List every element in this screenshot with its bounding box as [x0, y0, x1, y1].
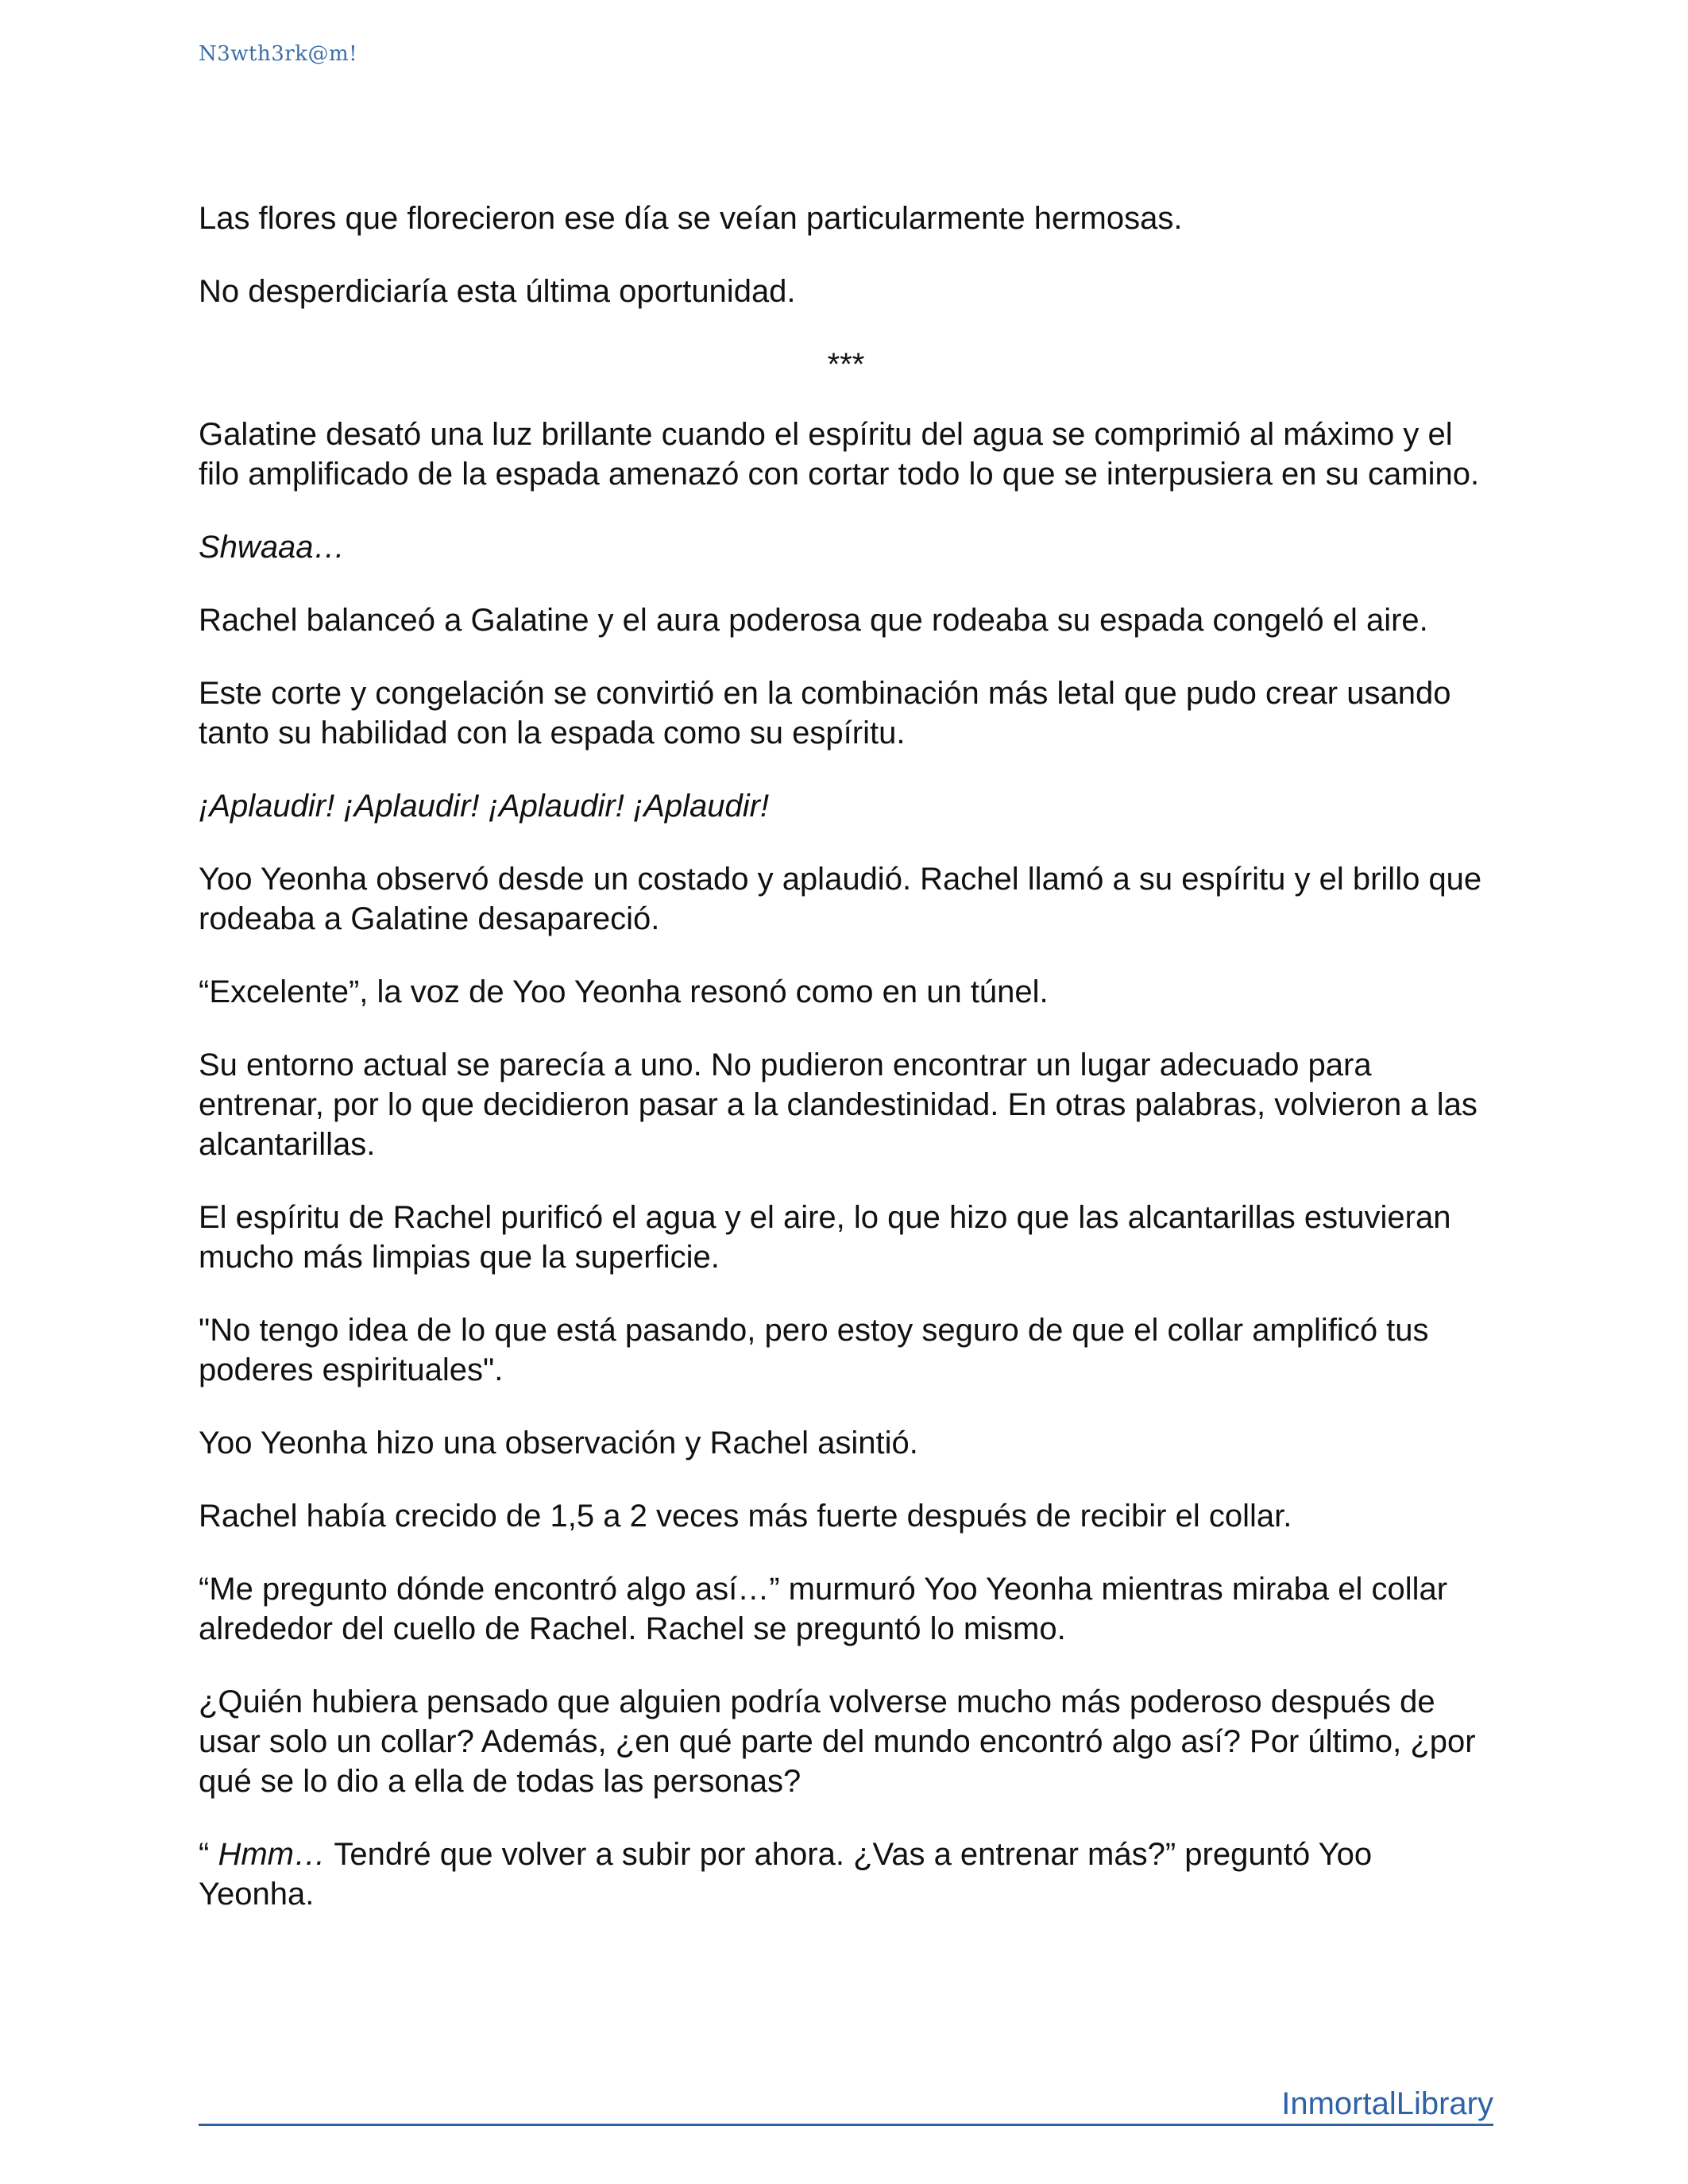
footer-bar: [199, 2084, 1493, 2126]
sound-effect-paragraph: Shwaaa…: [199, 530, 346, 565]
paragraph: Este corte y congelación se convirtió en la combinación más letal que pudo crear usando tanto su habilidad con la espada como su espíritu.: [199, 676, 1451, 751]
paragraph: El espíritu de Rachel purificó el agua y el aire, lo que hizo que las alcantarillas estuvieran mucho más limpias que la superficie.: [199, 1200, 1451, 1275]
italic-interjection: Hmm…: [218, 1837, 326, 1872]
header-watermark: N3wth3rk@m!: [199, 42, 358, 66]
document-body: [199, 199, 1493, 1947]
paragraph: Yoo Yeonha hizo una observación y Rachel asintió.: [199, 1426, 918, 1461]
paragraph: Rachel balanceó a Galatine y el aura poderosa que rodeaba su espada congeló el aire.: [199, 603, 1428, 638]
paragraph: Las flores que florecieron ese día se veían particularmente hermosas.: [199, 201, 1183, 236]
paragraph-text: Tendré que volver a subir por ahora. ¿Vas a entrenar más?” preguntó Yoo Yeonha.: [199, 1837, 1373, 1912]
paragraph: “Excelente”, la voz de Yoo Yeonha resonó como en un túnel.: [199, 974, 1049, 1009]
paragraph: Galatine desató una luz brillante cuando el espíritu del agua se comprimió al máximo y el filo amplificado de la espada amenazó con cortar todo lo que se interpusiera en su camino.: [199, 417, 1480, 492]
paragraph: No desperdiciaría esta última oportunidad.: [199, 274, 796, 309]
section-separator: ***: [827, 347, 865, 382]
paragraph: Rachel había crecido de 1,5 a 2 veces más fuerte después de recibir el collar.: [199, 1499, 1292, 1534]
footer-brand-link[interactable]: InmortalLibrary: [1281, 2086, 1493, 2121]
quote-open: “: [199, 1837, 218, 1872]
paragraph: “Me pregunto dónde encontró algo así…” murmuró Yoo Yeonha mientras miraba el collar alrededor del cuello de Rachel. Rachel se preguntó lo mismo.: [199, 1572, 1448, 1646]
paragraph: Yoo Yeonha observó desde un costado y aplaudió. Rachel llamó a su espíritu y el brillo que rodeaba a Galatine desapareció.: [199, 862, 1482, 936]
sound-effect-paragraph: ¡Aplaudir! ¡Aplaudir! ¡Aplaudir! ¡Aplaudir!: [199, 789, 770, 824]
paragraph: ¿Quién hubiera pensado que alguien podría volverse mucho más poderoso después de usar solo un collar? Además, ¿en qué parte del mundo encontró algo así? Por último, ¿por qué se lo dio a ella de todas las personas?: [199, 1684, 1476, 1799]
paragraph: [199, 1835, 1493, 1914]
paragraph: Su entorno actual se parecía a uno. No pudieron encontrar un lugar adecuado para entrenar, por lo que decidieron pasar a la clandestinidad. En otras palabras, volvieron a las alcantarillas.: [199, 1048, 1477, 1162]
paragraph: "No tengo idea de lo que está pasando, pero estoy seguro de que el collar amplificó tus poderes espirituales".: [199, 1313, 1429, 1387]
